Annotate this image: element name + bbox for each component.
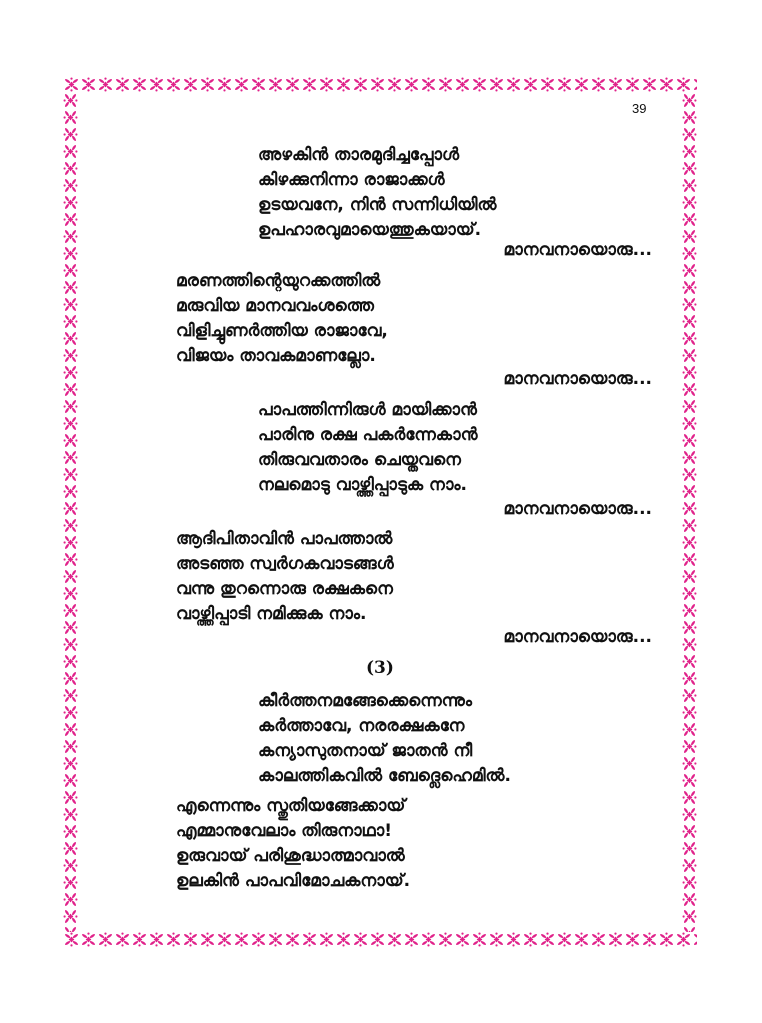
verse-line: എന്നെന്നും സ്തുതിയങ്ങേക്കായ് bbox=[176, 796, 406, 816]
refrain-line: മാനവനായൊരു... bbox=[503, 627, 652, 647]
stanza-4 bbox=[176, 527, 394, 627]
page-number: 39 bbox=[632, 101, 647, 116]
verse-line: പാപത്തിന്നിരുൾ മായിക്കാൻ bbox=[258, 400, 477, 420]
verse-line: വിജയം താവകമാണല്ലോ. bbox=[176, 346, 376, 366]
verse-line: വന്നു തുറന്നൊരു രക്ഷകനെ bbox=[176, 579, 393, 599]
verse-line: കാലത്തികവിൽ ബേദ്ലെഹെമിൽ. bbox=[258, 766, 511, 786]
border-bottom bbox=[63, 932, 697, 947]
verse-line: എമ്മാനുവേലാം തിരുനാഥാ! bbox=[176, 821, 392, 841]
border-top bbox=[63, 77, 697, 92]
verse-line: നലമൊടു വാഴ്ത്തിപ്പാടുക നാം. bbox=[258, 475, 468, 495]
verse-line: മരുവിയ മാനവവംശത്തെ bbox=[176, 296, 374, 316]
verse-line: കർത്താവേ, നരരക്ഷകനേ bbox=[258, 716, 465, 736]
stanza-1 bbox=[258, 143, 496, 243]
verse-line: കീർത്തനമങ്ങേക്കെന്നെന്നും bbox=[258, 691, 472, 711]
verse-line: തിരുവവതാരം ചെയ്തവനെ bbox=[258, 450, 461, 470]
verse-line: ഉടയവനേ, നിൻ സന്നിധിയിൽ bbox=[258, 195, 497, 215]
stanza-2 bbox=[176, 269, 388, 369]
verse-line: ഉലകിൻ പാപവിമോചകനായ്. bbox=[176, 871, 411, 891]
border-right bbox=[682, 92, 697, 932]
verse-line: പാരിനു രക്ഷ പകർന്നേകാൻ bbox=[258, 425, 478, 445]
refrain-line: മാനവനായൊരു... bbox=[503, 499, 652, 519]
refrain-line: മാനവനായൊരു... bbox=[503, 240, 652, 260]
verse-line: അടഞ്ഞ സ്വർഗകവാടങ്ങൾ bbox=[176, 554, 394, 574]
border-left bbox=[63, 92, 78, 932]
verse-line: അഴകിൻ താരമുദിച്ചപ്പോൾ bbox=[258, 145, 460, 165]
verse-line: കന്യാസുതനായ് ജാതൻ നീ bbox=[258, 741, 473, 761]
verse-line: കിഴക്കുനിന്നാ രാജാക്കൾ bbox=[258, 170, 445, 190]
verse-line: മരണത്തിന്റെയുറക്കത്തിൽ bbox=[176, 271, 381, 291]
section-marker: (3) bbox=[366, 658, 394, 678]
stanza-5 bbox=[258, 689, 511, 789]
verse-line: വാഴ്ത്തിപ്പാടി നമിക്കുക നാം. bbox=[176, 604, 367, 624]
stanza-3 bbox=[258, 398, 478, 498]
refrain-line: മാനവനായൊരു... bbox=[503, 369, 652, 389]
verse-line: ആദിപിതാവിൻ പാപത്താൽ bbox=[176, 529, 393, 549]
stanza-6 bbox=[176, 794, 410, 894]
verse-line: ഉപഹാരവുമായെത്തുകയായ്. bbox=[258, 220, 482, 240]
verse-line: വിളിച്ചുണർത്തിയ രാജാവേ, bbox=[176, 321, 388, 341]
verse-line: ഉരുവായ് പരിശുദ്ധാത്മാവാൽ bbox=[176, 846, 405, 866]
